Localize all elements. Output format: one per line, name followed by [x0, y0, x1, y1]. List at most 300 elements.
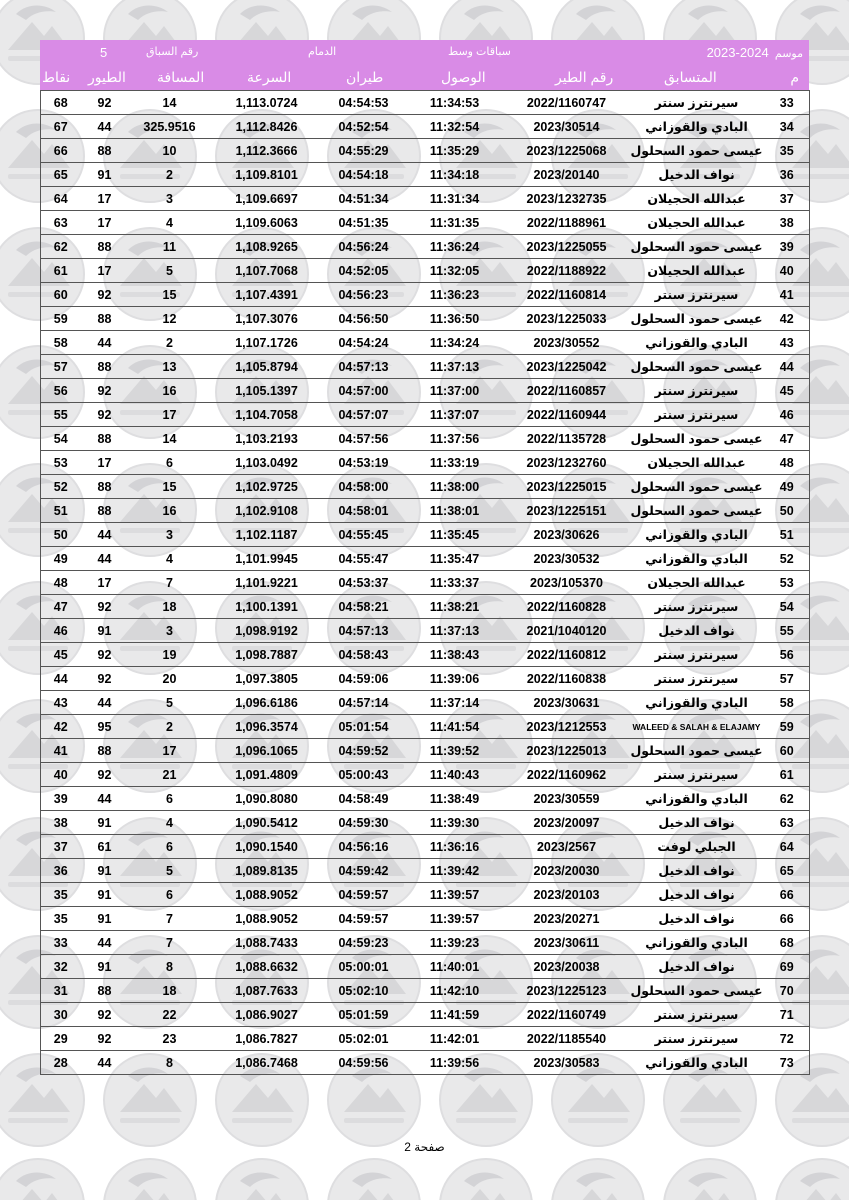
rank-cell: 68: [765, 931, 810, 955]
birds-cell: 91: [81, 955, 129, 979]
speed-cell: 1,086.7468: [211, 1051, 323, 1075]
flight-time-cell: 04:53:19: [323, 451, 405, 475]
rank-cell: 43: [765, 331, 810, 355]
birds-cell: 92: [81, 91, 129, 115]
points-cell: 65: [41, 163, 81, 187]
birds-cell: 88: [81, 307, 129, 331]
arrival-cell: 11:33:19: [405, 451, 505, 475]
competitor-cell: البادي والقوزاني: [629, 547, 765, 571]
flight-time-cell: 04:54:24: [323, 331, 405, 355]
distance-cell: 15: [129, 283, 211, 307]
arrival-cell: 11:41:59: [405, 1003, 505, 1027]
results-table: [40, 90, 810, 1075]
competitor-cell: عبدالله الحجيلان: [629, 571, 765, 595]
distance-cell: 17: [129, 403, 211, 427]
table-row: [41, 451, 810, 475]
speed-cell: 1,090.1540: [211, 835, 323, 859]
table-row: [41, 211, 810, 235]
arrival-cell: 11:39:42: [405, 859, 505, 883]
rank-cell: 69: [765, 955, 810, 979]
rank-cell: 39: [765, 235, 810, 259]
flight-time-cell: 04:57:07: [323, 403, 405, 427]
competitor-cell: عيسى حمود السحلول: [629, 139, 765, 163]
distance-cell: 16: [129, 499, 211, 523]
birds-cell: 17: [81, 571, 129, 595]
competitor-cell: البادي والقوزاني: [629, 1051, 765, 1075]
flight-time-cell: 05:01:54: [323, 715, 405, 739]
speed-cell: 1,103.0492: [211, 451, 323, 475]
speed-cell: 1,087.7633: [211, 979, 323, 1003]
rank-cell: 57: [765, 667, 810, 691]
bird-number-cell: 2023/1225055: [505, 235, 629, 259]
points-cell: 36: [41, 859, 81, 883]
flight-time-cell: 04:59:57: [323, 907, 405, 931]
competitor-cell: عبدالله الحجيلان: [629, 187, 765, 211]
flight-time-cell: 04:59:42: [323, 859, 405, 883]
competitor-cell: سيرنترز سنتر: [629, 403, 765, 427]
flight-time-cell: 04:59:52: [323, 739, 405, 763]
competitor-cell: البادي والقوزاني: [629, 691, 765, 715]
competitor-cell: نواف الدخيل: [629, 163, 765, 187]
competitor-cell: عيسى حمود السحلول: [629, 427, 765, 451]
competitor-cell: عيسى حمود السحلول: [629, 739, 765, 763]
rank-cell: 70: [765, 979, 810, 1003]
bird-number-cell: 2021/1040120: [505, 619, 629, 643]
speed-cell: 1,105.8794: [211, 355, 323, 379]
competitor-cell: نواف الدخيل: [629, 811, 765, 835]
table-row: [41, 115, 810, 139]
birds-cell: 44: [81, 691, 129, 715]
table-row: [41, 259, 810, 283]
bird-number-cell: 2023/1225015: [505, 475, 629, 499]
distance-cell: 12: [129, 307, 211, 331]
points-cell: 37: [41, 835, 81, 859]
birds-cell: 92: [81, 1003, 129, 1027]
bird-number-cell: 2022/1188922: [505, 259, 629, 283]
table-row: [41, 547, 810, 571]
distance-cell: 11: [129, 235, 211, 259]
bird-number-cell: 2022/1160944: [505, 403, 629, 427]
flight-time-cell: 04:58:43: [323, 643, 405, 667]
rank-cell: 41: [765, 283, 810, 307]
birds-cell: 44: [81, 787, 129, 811]
flight-time-cell: 04:56:16: [323, 835, 405, 859]
flight-time-cell: 04:57:13: [323, 355, 405, 379]
distance-cell: 18: [129, 595, 211, 619]
flight-time-cell: 04:55:29: [323, 139, 405, 163]
points-cell: 33: [41, 931, 81, 955]
distance-cell: 18: [129, 979, 211, 1003]
table-row: [41, 523, 810, 547]
arrival-cell: 11:38:00: [405, 475, 505, 499]
bird-number-cell: 2022/1185540: [505, 1027, 629, 1051]
flight-time-cell: 04:52:05: [323, 259, 405, 283]
flight-time-cell: 04:57:14: [323, 691, 405, 715]
rank-cell: 50: [765, 499, 810, 523]
points-cell: 46: [41, 619, 81, 643]
distance-cell: 5: [129, 859, 211, 883]
bird-number-cell: 2022/1160814: [505, 283, 629, 307]
rank-cell: 55: [765, 619, 810, 643]
distance-cell: 3: [129, 523, 211, 547]
rank-cell: 56: [765, 643, 810, 667]
arrival-cell: 11:34:18: [405, 163, 505, 187]
distance-cell: 6: [129, 451, 211, 475]
points-cell: 29: [41, 1027, 81, 1051]
competitor-cell: عبدالله الحجيلان: [629, 259, 765, 283]
table-row: [41, 955, 810, 979]
rank-cell: 66: [765, 883, 810, 907]
bird-number-cell: 2023/30532: [505, 547, 629, 571]
rank-cell: 63: [765, 811, 810, 835]
birds-cell: 91: [81, 883, 129, 907]
table-row: [41, 187, 810, 211]
flight-time-cell: 04:54:18: [323, 163, 405, 187]
speed-cell: 1,086.9027: [211, 1003, 323, 1027]
arrival-cell: 11:38:21: [405, 595, 505, 619]
distance-cell: 2: [129, 331, 211, 355]
flight-time-cell: 04:53:37: [323, 571, 405, 595]
flight-time-cell: 04:59:57: [323, 883, 405, 907]
arrival-cell: 11:39:06: [405, 667, 505, 691]
points-cell: 55: [41, 403, 81, 427]
bird-number-cell: 2022/1135728: [505, 427, 629, 451]
table-row: [41, 643, 810, 667]
rank-cell: 51: [765, 523, 810, 547]
competitor-cell: نواف الدخيل: [629, 955, 765, 979]
table-row: [41, 1027, 810, 1051]
birds-cell: 44: [81, 1051, 129, 1075]
speed-cell: 1,088.7433: [211, 931, 323, 955]
speed-cell: 1,112.3666: [211, 139, 323, 163]
speed-cell: 1,104.7058: [211, 403, 323, 427]
points-cell: 50: [41, 523, 81, 547]
flight-time-cell: 04:55:45: [323, 523, 405, 547]
arrival-cell: 11:31:35: [405, 211, 505, 235]
table-row: [41, 931, 810, 955]
bird-number-cell: 2023/30559: [505, 787, 629, 811]
col-rank-header: م: [790, 69, 799, 85]
bird-number-cell: 2023/30631: [505, 691, 629, 715]
birds-cell: 17: [81, 259, 129, 283]
distance-cell: 325.9516: [129, 115, 211, 139]
flight-time-cell: 04:57:13: [323, 619, 405, 643]
rank-cell: 47: [765, 427, 810, 451]
speed-cell: 1,112.8426: [211, 115, 323, 139]
distance-cell: 3: [129, 187, 211, 211]
bird-number-cell: 2023/30583: [505, 1051, 629, 1075]
bird-number-cell: 2022/1188961: [505, 211, 629, 235]
competitor-cell: نواف الدخيل: [629, 883, 765, 907]
birds-cell: 44: [81, 931, 129, 955]
arrival-cell: 11:39:57: [405, 883, 505, 907]
points-cell: 48: [41, 571, 81, 595]
competitor-cell: سيرنترز سنتر: [629, 91, 765, 115]
table-row: [41, 787, 810, 811]
race-type: سباقات وسط: [448, 46, 511, 58]
speed-cell: 1,113.0724: [211, 91, 323, 115]
season-label: موسم: [774, 48, 803, 60]
arrival-cell: 11:36:23: [405, 283, 505, 307]
table-row: [41, 307, 810, 331]
points-cell: 35: [41, 907, 81, 931]
competitor-cell: نواف الدخيل: [629, 859, 765, 883]
speed-cell: 1,102.9725: [211, 475, 323, 499]
bird-number-cell: 2023/30552: [505, 331, 629, 355]
speed-cell: 1,090.8080: [211, 787, 323, 811]
flight-time-cell: 04:56:23: [323, 283, 405, 307]
rank-cell: 44: [765, 355, 810, 379]
table-row: [41, 883, 810, 907]
speed-cell: 1,086.7827: [211, 1027, 323, 1051]
distance-cell: 16: [129, 379, 211, 403]
competitor-cell: البادي والقوزاني: [629, 115, 765, 139]
points-cell: 43: [41, 691, 81, 715]
rank-cell: 37: [765, 187, 810, 211]
distance-cell: 17: [129, 739, 211, 763]
competitor-cell: سيرنترز سنتر: [629, 763, 765, 787]
points-cell: 38: [41, 811, 81, 835]
arrival-cell: 11:40:43: [405, 763, 505, 787]
birds-cell: 88: [81, 139, 129, 163]
bird-number-cell: 2023/2567: [505, 835, 629, 859]
birds-cell: 92: [81, 595, 129, 619]
birds-cell: 91: [81, 907, 129, 931]
flight-time-cell: 04:51:34: [323, 187, 405, 211]
points-cell: 57: [41, 355, 81, 379]
col-points-header: نقاط: [42, 69, 71, 85]
competitor-cell: سيرنترز سنتر: [629, 379, 765, 403]
competitor-cell: سيرنترز سنتر: [629, 283, 765, 307]
table-row: [41, 979, 810, 1003]
distance-cell: 2: [129, 163, 211, 187]
speed-cell: 1,088.9052: [211, 883, 323, 907]
birds-cell: 17: [81, 187, 129, 211]
bird-number-cell: 2023/30611: [505, 931, 629, 955]
table-row: [41, 859, 810, 883]
speed-cell: 1,097.3805: [211, 667, 323, 691]
distance-cell: 4: [129, 211, 211, 235]
points-cell: 58: [41, 331, 81, 355]
arrival-cell: 11:39:30: [405, 811, 505, 835]
arrival-cell: 11:41:54: [405, 715, 505, 739]
birds-cell: 88: [81, 499, 129, 523]
bird-number-cell: 2023/30514: [505, 115, 629, 139]
arrival-cell: 11:37:00: [405, 379, 505, 403]
arrival-cell: 11:37:07: [405, 403, 505, 427]
flight-time-cell: 04:55:47: [323, 547, 405, 571]
page-footer: صفحة 2: [404, 1140, 445, 1154]
competitor-cell: سيرنترز سنتر: [629, 667, 765, 691]
speed-cell: 1,089.8135: [211, 859, 323, 883]
speed-cell: 1,096.1065: [211, 739, 323, 763]
table-row: [41, 667, 810, 691]
birds-cell: 44: [81, 523, 129, 547]
competitor-cell: عيسى حمود السحلول: [629, 307, 765, 331]
points-cell: 45: [41, 643, 81, 667]
birds-cell: 92: [81, 763, 129, 787]
flight-time-cell: 04:58:00: [323, 475, 405, 499]
bird-number-cell: 2022/1160838: [505, 667, 629, 691]
points-cell: 39: [41, 787, 81, 811]
competitor-cell: الجبلي لوفت: [629, 835, 765, 859]
flight-time-cell: 04:59:56: [323, 1051, 405, 1075]
distance-cell: 15: [129, 475, 211, 499]
rank-cell: 61: [765, 763, 810, 787]
rank-cell: 66: [765, 907, 810, 931]
points-cell: 42: [41, 715, 81, 739]
arrival-cell: 11:36:16: [405, 835, 505, 859]
rank-cell: 52: [765, 547, 810, 571]
arrival-cell: 11:36:24: [405, 235, 505, 259]
table-row: [41, 403, 810, 427]
rank-cell: 72: [765, 1027, 810, 1051]
flight-time-cell: 05:01:59: [323, 1003, 405, 1027]
arrival-cell: 11:39:23: [405, 931, 505, 955]
arrival-cell: 11:35:45: [405, 523, 505, 547]
rank-cell: 64: [765, 835, 810, 859]
distance-cell: 23: [129, 1027, 211, 1051]
distance-cell: 20: [129, 667, 211, 691]
birds-cell: 91: [81, 859, 129, 883]
race-number-label: رقم السباق: [146, 46, 199, 58]
speed-cell: 1,100.1391: [211, 595, 323, 619]
bird-number-cell: 2023/20140: [505, 163, 629, 187]
birds-cell: 88: [81, 427, 129, 451]
birds-cell: 44: [81, 115, 129, 139]
arrival-cell: 11:36:50: [405, 307, 505, 331]
flight-time-cell: 04:58:21: [323, 595, 405, 619]
table-row: [41, 1003, 810, 1027]
flight-time-cell: 04:56:50: [323, 307, 405, 331]
distance-cell: 14: [129, 427, 211, 451]
distance-cell: 21: [129, 763, 211, 787]
bird-number-cell: 2023/20097: [505, 811, 629, 835]
distance-cell: 4: [129, 811, 211, 835]
bird-number-cell: 2023/1225013: [505, 739, 629, 763]
birds-cell: 95: [81, 715, 129, 739]
points-cell: 66: [41, 139, 81, 163]
arrival-cell: 11:39:52: [405, 739, 505, 763]
points-cell: 44: [41, 667, 81, 691]
flight-time-cell: 04:58:01: [323, 499, 405, 523]
bird-number-cell: 2023/1232735: [505, 187, 629, 211]
rank-cell: 58: [765, 691, 810, 715]
points-cell: 35: [41, 883, 81, 907]
bird-number-cell: 2023/1225068: [505, 139, 629, 163]
points-cell: 67: [41, 115, 81, 139]
points-cell: 47: [41, 595, 81, 619]
table-row: [41, 139, 810, 163]
points-cell: 59: [41, 307, 81, 331]
competitor-cell: سيرنترز سنتر: [629, 595, 765, 619]
distance-cell: 5: [129, 691, 211, 715]
flight-time-cell: 05:02:01: [323, 1027, 405, 1051]
speed-cell: 1,105.1397: [211, 379, 323, 403]
points-cell: 56: [41, 379, 81, 403]
speed-cell: 1,098.7887: [211, 643, 323, 667]
table-row: [41, 355, 810, 379]
arrival-cell: 11:39:57: [405, 907, 505, 931]
points-cell: 30: [41, 1003, 81, 1027]
speed-cell: 1,102.9108: [211, 499, 323, 523]
arrival-cell: 11:38:43: [405, 643, 505, 667]
flight-time-cell: 04:58:49: [323, 787, 405, 811]
distance-cell: 2: [129, 715, 211, 739]
rank-cell: 60: [765, 739, 810, 763]
bird-number-cell: 2022/1160962: [505, 763, 629, 787]
speed-cell: 1,096.3574: [211, 715, 323, 739]
rank-cell: 38: [765, 211, 810, 235]
flight-time-cell: 04:56:24: [323, 235, 405, 259]
arrival-cell: 11:33:37: [405, 571, 505, 595]
arrival-cell: 11:42:01: [405, 1027, 505, 1051]
competitor-cell: نواف الدخيل: [629, 907, 765, 931]
distance-cell: 7: [129, 931, 211, 955]
season-year: 2023-2024: [706, 45, 769, 60]
bird-number-cell: 2023/20038: [505, 955, 629, 979]
birds-cell: 88: [81, 979, 129, 1003]
arrival-cell: 11:38:01: [405, 499, 505, 523]
points-cell: 54: [41, 427, 81, 451]
arrival-cell: 11:37:13: [405, 355, 505, 379]
speed-cell: 1,109.8101: [211, 163, 323, 187]
bird-number-cell: 2022/1160747: [505, 91, 629, 115]
bird-number-cell: 2023/1225151: [505, 499, 629, 523]
arrival-cell: 11:32:05: [405, 259, 505, 283]
points-cell: 28: [41, 1051, 81, 1075]
rank-cell: 36: [765, 163, 810, 187]
flight-time-cell: 04:59:06: [323, 667, 405, 691]
speed-cell: 1,088.9052: [211, 907, 323, 931]
birds-cell: 91: [81, 811, 129, 835]
rank-cell: 49: [765, 475, 810, 499]
flight-time-cell: 04:59:30: [323, 811, 405, 835]
rank-cell: 73: [765, 1051, 810, 1075]
bird-number-cell: 2023/1212553: [505, 715, 629, 739]
points-cell: 32: [41, 955, 81, 979]
rank-cell: 33: [765, 91, 810, 115]
competitor-cell: سيرنترز سنتر: [629, 1027, 765, 1051]
distance-cell: 8: [129, 955, 211, 979]
table-row: [41, 763, 810, 787]
points-cell: 64: [41, 187, 81, 211]
birds-cell: 17: [81, 451, 129, 475]
competitor-cell: عيسى حمود السحلول: [629, 475, 765, 499]
birds-cell: 91: [81, 163, 129, 187]
race-location: الدمام: [308, 46, 337, 58]
distance-cell: 6: [129, 835, 211, 859]
speed-cell: 1,107.7068: [211, 259, 323, 283]
distance-cell: 4: [129, 547, 211, 571]
table-row: [41, 91, 810, 115]
arrival-cell: 11:34:53: [405, 91, 505, 115]
table-row: [41, 499, 810, 523]
col-birds-header: الطيور: [88, 69, 126, 85]
birds-cell: 17: [81, 211, 129, 235]
col-speed-header: السرعة: [247, 69, 292, 85]
competitor-cell: عبدالله الحجيلان: [629, 451, 765, 475]
speed-cell: 1,101.9945: [211, 547, 323, 571]
speed-cell: 1,107.4391: [211, 283, 323, 307]
col-competitor-header: المتسابق: [664, 69, 717, 85]
points-cell: 63: [41, 211, 81, 235]
points-cell: 40: [41, 763, 81, 787]
table-row: [41, 691, 810, 715]
distance-cell: 13: [129, 355, 211, 379]
birds-cell: 91: [81, 619, 129, 643]
table-row: [41, 619, 810, 643]
